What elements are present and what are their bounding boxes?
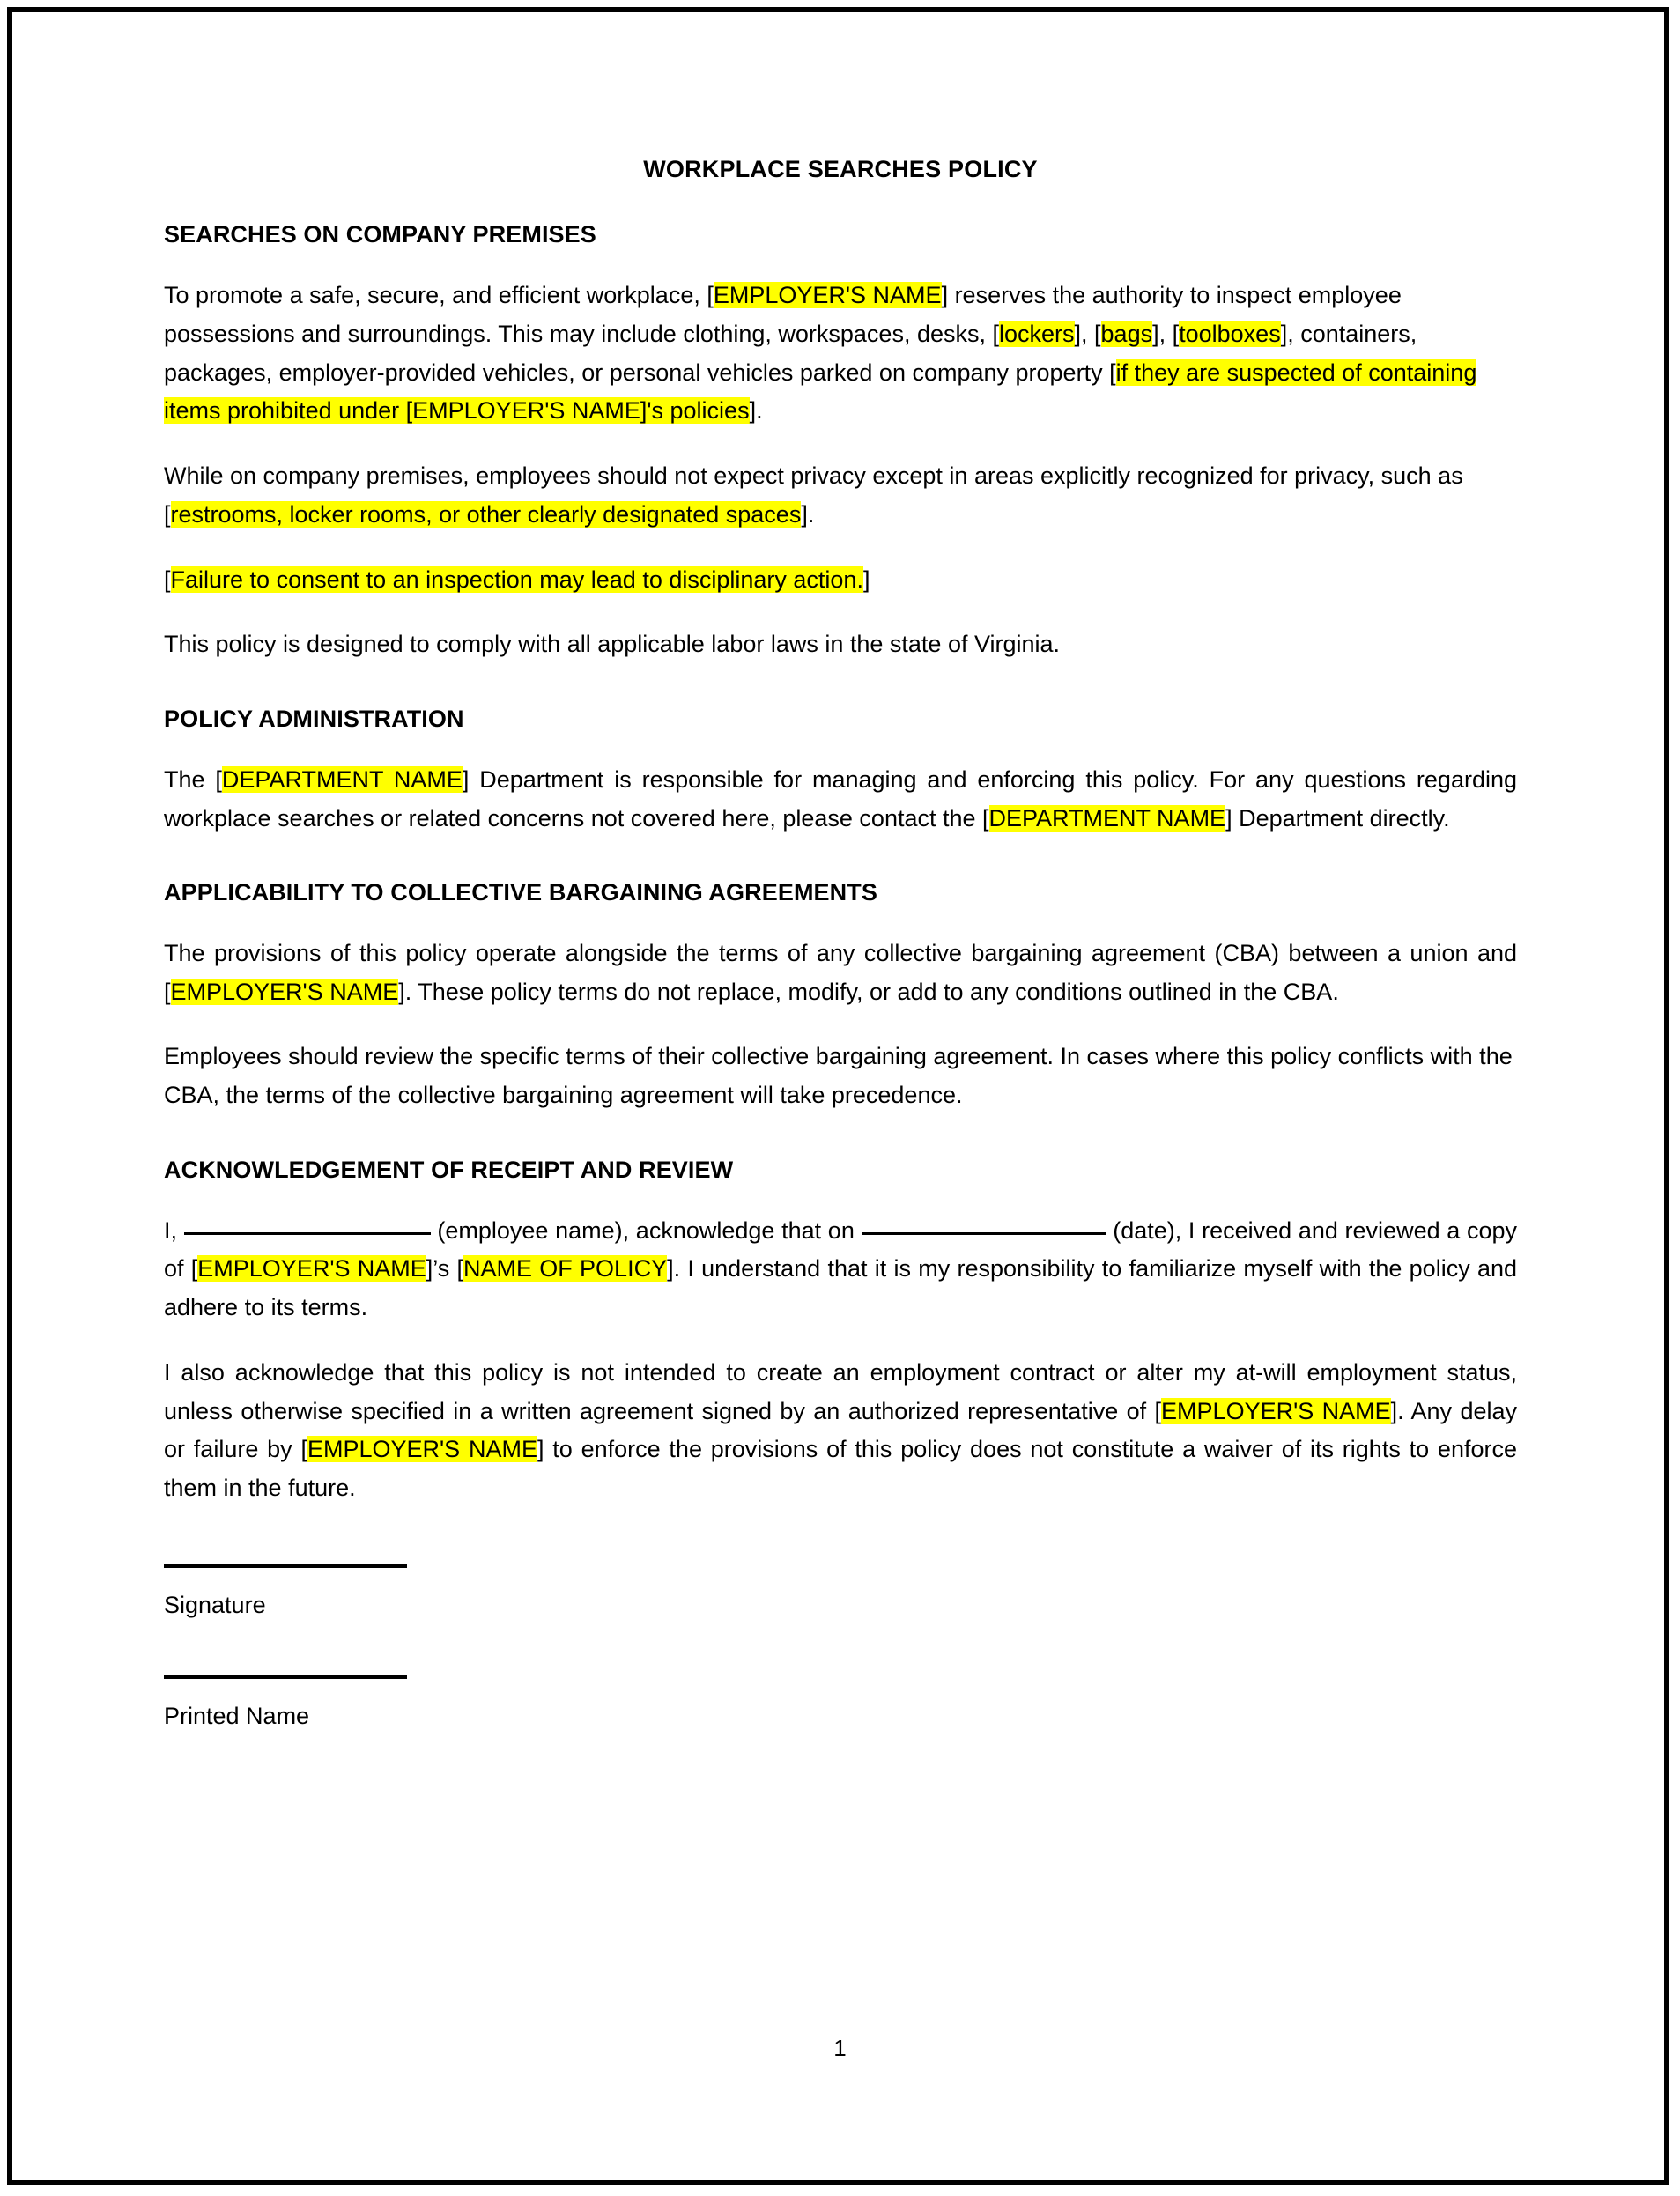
text-run: (employee name), acknowledge that on xyxy=(430,1216,862,1244)
text-run: I, xyxy=(164,1216,184,1244)
placeholder-employer-name-representative: EMPLOYER'S NAME xyxy=(1161,1397,1391,1424)
placeholder-department-name-2: DEPARTMENT NAME xyxy=(988,804,1226,832)
text-run: ], containers, packages, employer-provided vehicles, or personal vehicles parked on company property [ xyxy=(164,320,1417,386)
placeholder-employer-name-ack: EMPLOYER'S NAME xyxy=(197,1255,426,1283)
paragraph-acknowledgement-receipt xyxy=(164,1212,1517,1327)
text-run: The provisions of this policy operate alongside the terms of any collective bargaining agreement (CBA) between a union and [ xyxy=(164,939,1517,1005)
section-heading-searches: SEARCHES ON COMPANY PREMISES xyxy=(164,221,596,248)
text-run: ], [ xyxy=(1074,320,1101,347)
text-run: ] Department directly. xyxy=(1225,804,1450,832)
printed-name-label: Printed Name xyxy=(164,1702,310,1729)
text-run: ] Department is responsible for managing and enforcing this policy. For any questions regarding workplace searches or related concerns not covered here, please contact the [ xyxy=(164,765,1518,832)
document-title: WORKPLACE SEARCHES POLICY xyxy=(643,156,1038,182)
signature-block xyxy=(164,1564,1517,1734)
paragraph-privacy-expectation xyxy=(164,457,1517,534)
text-run: ] to enforce the provisions of this policy does not constitute a waiver of its rights to enforce them in the future. xyxy=(164,1436,1517,1502)
text-run: [ xyxy=(164,566,171,593)
page-number: 1 xyxy=(833,2035,847,2061)
paragraph-refusal-consequence xyxy=(164,561,1517,600)
text-run: ], [ xyxy=(1152,320,1180,347)
placeholder-employer-name: EMPLOYER'S NAME xyxy=(713,282,942,309)
text-run: ]. xyxy=(801,500,815,528)
signature-label: Signature xyxy=(164,1591,266,1618)
text-run: While on company premises, employees should not expect privacy except in areas explicitly recognized for privacy, such as [ xyxy=(164,462,1463,528)
text-run: The [ xyxy=(164,765,222,793)
text-run: I also acknowledge that this policy is not intended to create an employment contract or alter my at-will employment status, unless otherwise specified in a written agreement signed by an authorized representative of [ xyxy=(164,1358,1517,1424)
paragraph-administration xyxy=(164,761,1517,838)
text-run: ]. Any delay or failure by [ xyxy=(164,1397,1517,1463)
placeholder-employer-name-cba: EMPLOYER'S NAME xyxy=(170,978,399,1005)
text-run: ] xyxy=(862,566,870,593)
placeholder-employer-name-enforce: EMPLOYER'S NAME xyxy=(307,1436,537,1463)
placeholder-private-spaces: restrooms, locker rooms, or other clearly designated spaces xyxy=(170,500,802,528)
paragraph-cba-provisions xyxy=(164,935,1517,1011)
section-heading-acknowledgement: ACKNOWLEDGEMENT OF RECEIPT AND REVIEW xyxy=(164,1156,734,1183)
text-run: To promote a safe, secure, and efficient workplace, [ xyxy=(164,282,714,309)
text-run: ] reserves the authority to inspect employee possessions and surroundings. This may include clothing, workspaces, desks, [ xyxy=(164,282,1402,347)
document-content xyxy=(164,155,1517,1733)
text-run: ]. These policy terms do not replace, modify, or add to any conditions outlined in the CBA. xyxy=(398,978,1339,1005)
date-blank[interactable] xyxy=(862,1232,1106,1235)
paragraph-searches-scope xyxy=(164,277,1517,431)
paragraph-state-compliance: This policy is designed to comply with all applicable labor laws in the state of Virginia. xyxy=(164,631,1061,658)
text-run: ]’s [ xyxy=(426,1255,464,1283)
signature-line[interactable] xyxy=(164,1564,407,1568)
text-run: (date), I received and reviewed a copy of [ xyxy=(164,1216,1518,1283)
placeholder-disciplinary-action: Failure to consent to an inspection may lead to disciplinary action. xyxy=(170,566,863,593)
placeholder-suspicion-condition: if they are suspected of containing items prohibited under [EMPLOYER'S NAME]'s policies xyxy=(164,359,1477,425)
placeholder-lockers: lockers xyxy=(998,320,1075,347)
printed-name-line[interactable] xyxy=(164,1675,407,1679)
placeholder-toolboxes: toolboxes xyxy=(1179,320,1281,347)
section-heading-administration: POLICY ADMINISTRATION xyxy=(164,706,464,733)
employee-name-blank[interactable] xyxy=(184,1232,431,1235)
placeholder-department-name-1: DEPARTMENT NAME xyxy=(221,765,463,793)
text-run: ]. xyxy=(749,397,763,425)
paragraph-cba-precedence: Employees should review the specific terms of their collective bargaining agreement. In cases where this policy conflicts with the CBA, the terms of the collective bargaining agreement will take precedence. xyxy=(164,1043,1513,1109)
placeholder-name-of-policy: NAME OF POLICY xyxy=(463,1255,668,1283)
placeholder-bags: bags xyxy=(1100,320,1153,347)
section-heading-cba: APPLICABILITY TO COLLECTIVE BARGAINING AGREEMENTS xyxy=(164,879,877,906)
text-run: ]. I understand that it is my responsibility to familiarize myself with the policy and adhere to its terms. xyxy=(164,1255,1518,1321)
paragraph-at-will-disclaimer xyxy=(164,1354,1517,1508)
